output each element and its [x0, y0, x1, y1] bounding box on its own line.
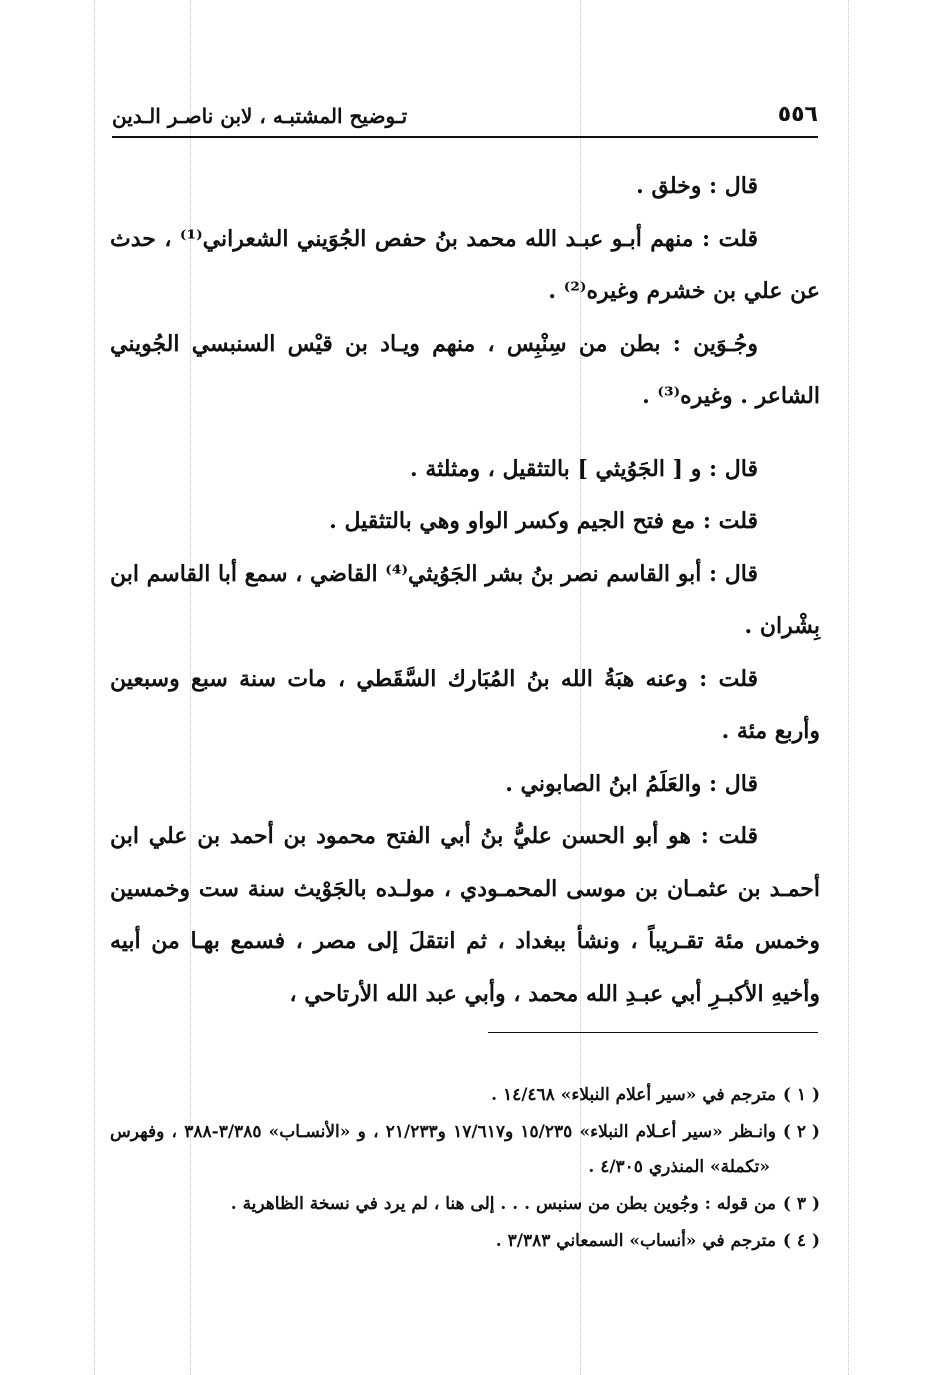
paragraph: وجُـوَين : بطن من سِنْبِس ، منهم ويـاد بن قيْس السنبسي الجُويني الشاعر . وغيره⁽³⁾ .: [110, 330, 820, 409]
paragraph: قلت : وعنه هبَةُ الله بنُ المُبَارك السَّقَطي ، مات سنة سبع وسبعين وأربع مئة .: [110, 665, 820, 744]
paragraph: قلت : هو أبو الحسن عليُّ بنُ أبي الفتح محمود بن أحمد بن علي ابن أحمـد بن عثمـان بن موسى المحمـودي ، مولـده بالجَوْيث سنة ست وخمسين وخمس مئة تقـريباً ، ونشأ ببغداد ، ثم انتقلَ إلى مصر ، فسمع بهـا من أبيه وأخيهِ الأكبـرِ أبي عبـدِ الله محمد ، وأبي عبد الله الأرتاحي ،: [110, 823, 820, 1007]
footnote-text: وانـظر «سير أعـلام النبلاء» ١٥/٢٣٥ و١٧/٦١٧ و٢١/٢٣٣ ، و «الأنسـاب» ٣/٣٨٥-٣٨٨ ، وفهرس «تكملة» المنذري ٤/٣٠٥ .: [110, 1122, 776, 1177]
page-number: ٥٥٦: [777, 102, 818, 127]
footnote-number: ( ٣ ): [782, 1194, 820, 1214]
footnote-text: من قوله : وجُوين بطن من سنبس . . . إلى هنا ، لم يرد في نسخة الظاهرية .: [230, 1194, 776, 1214]
paragraph: قال : و [ الجَوُيثي ] بالتثقيل ، ومثلثة .: [410, 455, 758, 482]
footnotes: [110, 1078, 820, 1261]
footnote-item: [110, 1078, 820, 1113]
footnote-item: [110, 1224, 820, 1259]
paragraph: قلت : منهم أبـو عبـد الله محمد بنُ حفص الجُوَيني الشعراني⁽¹⁾ ، حدث عن علي بن خشرم وغيره⁽²⁾ .: [110, 225, 820, 304]
scan-artifact-line: [848, 0, 849, 1375]
main-text: [110, 160, 820, 1020]
page-header: [112, 100, 818, 138]
footnote-item: [110, 1187, 820, 1222]
paragraph: قلت : مع فتح الجيم وكسر الواو وهي بالتثقيل .: [329, 508, 758, 534]
paragraph: قال : وخلق .: [636, 173, 758, 199]
paragraph: قال : والعَلَمُ ابنُ الصابوني .: [505, 770, 758, 797]
footnote-item: [110, 1115, 820, 1185]
scan-artifact-line: [94, 0, 95, 1375]
footnote-text: مترجم في «أنساب» السمعاني ٣/٣٨٣ .: [495, 1231, 776, 1251]
footnote-number: ( ٢ ): [782, 1122, 820, 1142]
footnote-text: مترجم في «سير أعلام النبلاء» ١٤/٤٦٨ .: [491, 1085, 776, 1105]
running-title: تـوضيح المشتبـه ، لابن ناصـر الـدين: [112, 104, 408, 128]
footnote-number: ( ١ ): [782, 1085, 820, 1105]
paragraph: قال : أبو القاسم نصر بنُ بشر الجَوُيثي⁽⁴⁾ القاضي ، سمع أبا القاسم ابن بِشْران .: [110, 560, 820, 639]
footnote-number: ( ٤ ): [782, 1231, 820, 1251]
footnote-separator: [488, 1032, 818, 1033]
